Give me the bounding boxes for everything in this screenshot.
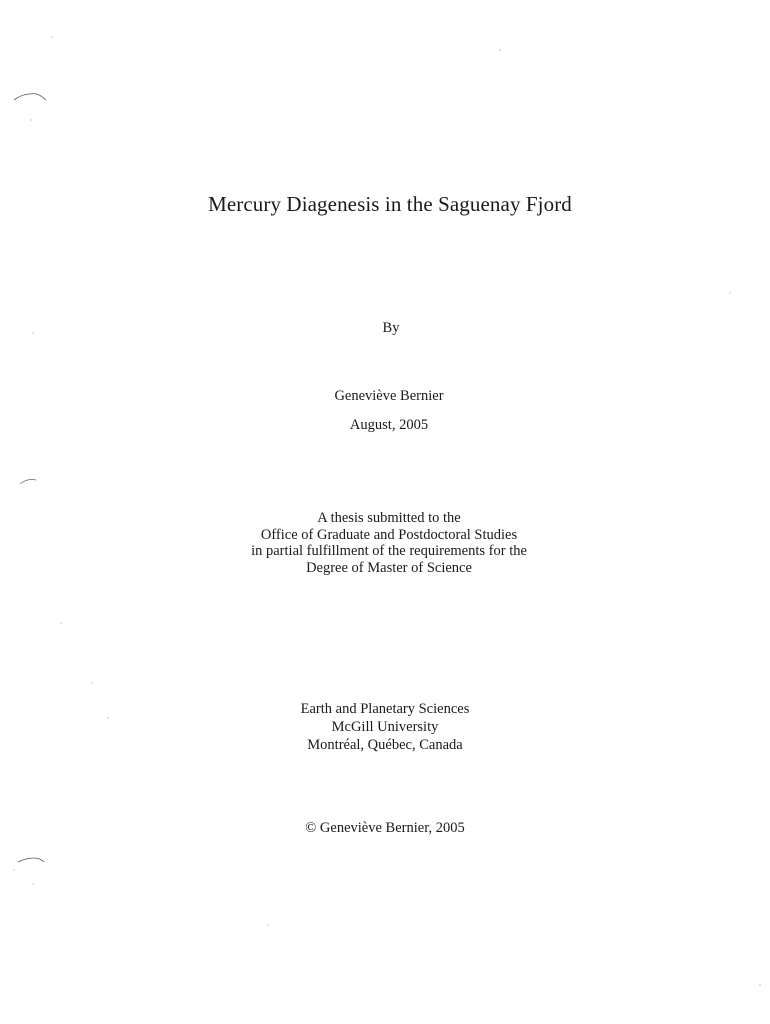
affiliation-block [0, 700, 770, 754]
dust-speck [91, 682, 92, 683]
dust-speck [30, 119, 31, 120]
punch-mark-top [14, 94, 46, 100]
dust-speck [51, 36, 52, 37]
location: Montréal, Québec, Canada [307, 737, 463, 753]
punch-mark-middle [20, 480, 36, 485]
degree-statement [4, 510, 770, 576]
dust-speck [267, 924, 268, 925]
statement-line: A thesis submitted to the [317, 510, 461, 526]
dust-speck [60, 622, 61, 623]
dust-speck [499, 49, 500, 50]
statement-line: in partial fulfillment of the requirements for the [251, 543, 527, 559]
statement-line: Degree of Master of Science [306, 559, 472, 576]
submission-date: August, 2005 [349, 417, 429, 433]
dust-speck [14, 870, 15, 871]
author-name: Geneviève Bernier [334, 388, 444, 404]
by-label: By [382, 320, 400, 336]
university: McGill University [331, 719, 439, 735]
dust-speck [32, 883, 33, 884]
thesis-title: Mercury Diagenesis in the Saguenay Fjord [208, 192, 572, 216]
dust-speck [729, 292, 730, 293]
department: Earth and Planetary Sciences [300, 701, 470, 717]
punch-mark-bottom [18, 858, 44, 862]
dust-speck [759, 984, 760, 985]
copyright-notice: © Geneviève Bernier, 2005 [305, 820, 465, 836]
statement-line: Office of Graduate and Postdoctoral Studies [260, 526, 518, 543]
